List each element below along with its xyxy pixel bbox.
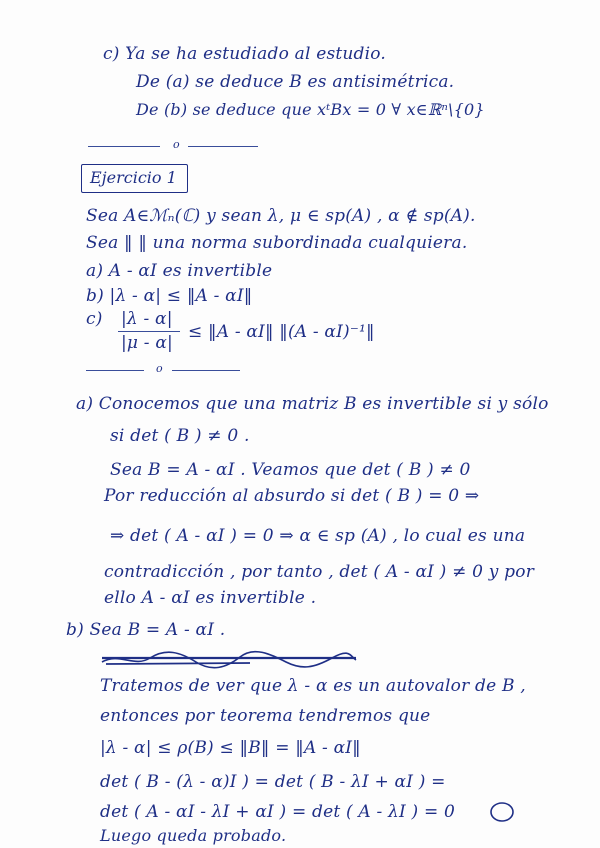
exercise-part-c-rhs: ≤ ‖A - αI‖ ‖(A - αI)⁻¹‖ — [188, 322, 375, 342]
exercise-part-c-label: c) — [86, 309, 103, 329]
solution-b-line-6: det ( B - (λ - α)I ) = det ( B - λI + αI ) = — [100, 772, 446, 792]
separator-mark-1: o — [173, 138, 180, 151]
exercise-statement-1: Sea A∈ℳₙ(ℂ) y sean λ, μ ∈ sp(A) , α ∉ sp(A). — [86, 206, 476, 226]
exercise-statement-2: Sea ‖ ‖ una norma subordinada cualquiera. — [86, 233, 468, 253]
solution-b-line-5: |λ - α| ≤ ρ(B) ≤ ‖B‖ = ‖A - αI‖ — [100, 738, 361, 758]
solution-b-line-4: entonces por teorema tendremos que — [100, 706, 431, 726]
solution-a-line-5: ⇒ det ( A - αI ) = 0 ⇒ α ∈ sp (A) , lo cual es una — [110, 526, 526, 546]
separator-mark-2: o — [156, 362, 163, 375]
crossed-out-scribble — [100, 648, 360, 670]
solution-b-line-7: det ( A - αI - λI + αI ) = det ( A - λI ) = 0 — [100, 802, 456, 822]
separator-left-2 — [86, 370, 144, 371]
solution-a-line-6: contradicción , por tanto , det ( A - αI ) ≠ 0 y por — [104, 562, 535, 582]
fraction-bar — [118, 331, 180, 332]
solution-a-line-1: a) Conocemos que una matriz B es invertible si y sólo — [76, 394, 549, 414]
exercise-part-c-numerator: |λ - α| — [121, 309, 173, 329]
solution-a-line-2: si det ( B ) ≠ 0 . — [110, 426, 250, 446]
top-c-line-1: c) Ya se ha estudiado al estudio. — [103, 44, 387, 64]
solution-b-line-1: b) Sea B = A - αI . — [66, 620, 226, 640]
top-c-line-2: De (a) se deduce B es antisimétrica. — [136, 72, 455, 92]
solution-a-line-3: Sea B = A - αI . Veamos que det ( B ) ≠ 0 — [110, 460, 471, 480]
solution-b-line-3: Tratemos de ver que λ - α es un autovalor de B , — [100, 676, 526, 696]
circled-result-mark — [488, 800, 516, 824]
separator-right-1 — [188, 146, 258, 147]
separator-right-2 — [172, 370, 240, 371]
exercise-heading: Ejercicio 1 — [90, 168, 177, 187]
top-c-line-3: De (b) se deduce que xᵗBx = 0 ∀ x∈ℝⁿ\{0} — [136, 100, 485, 119]
separator-left-1 — [88, 146, 160, 147]
solution-b-line-8: Luego queda probado. — [100, 826, 287, 845]
exercise-part-a: a) A - αI es invertible — [86, 261, 273, 281]
solution-a-line-7: ello A - αI es invertible . — [104, 588, 317, 608]
exercise-part-b: b) |λ - α| ≤ ‖A - αI‖ — [86, 286, 253, 306]
solution-a-line-4: Por reducción al absurdo si det ( B ) = 0 ⇒ — [104, 486, 480, 506]
exercise-part-c-denominator: |μ - α| — [121, 333, 173, 353]
